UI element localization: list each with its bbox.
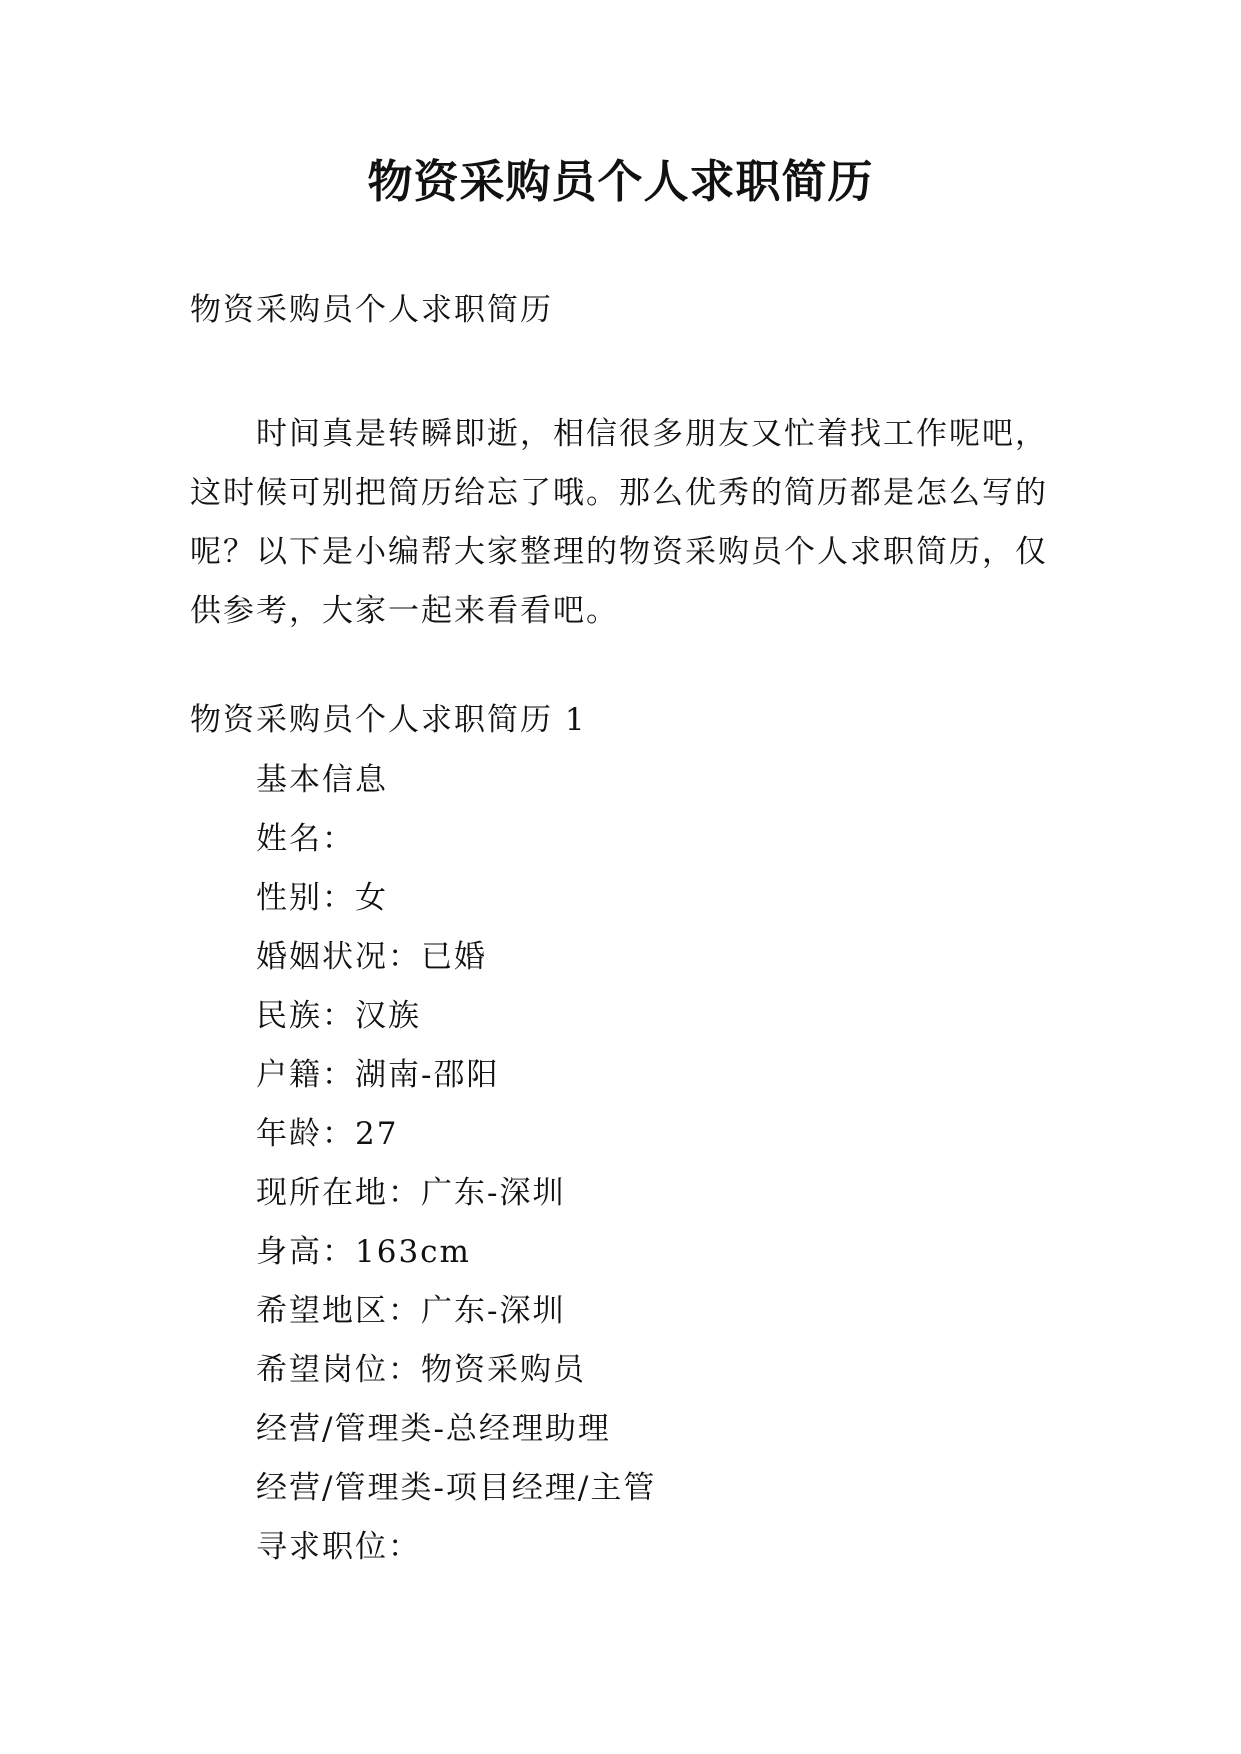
info-line-ethnicity: 民族：汉族 [256, 998, 421, 1034]
info-line-gender: 性别：女 [256, 880, 388, 916]
info-line-current-location: 现所在地：广东-深圳 [256, 1175, 566, 1211]
document-title: 物资采购员个人求职简历 [367, 155, 874, 208]
info-line-age: 年龄：27 [256, 1116, 399, 1152]
info-line-name: 姓名： [256, 821, 355, 857]
info-line-desired-region: 希望地区：广东-深圳 [256, 1293, 566, 1329]
info-line-desired-position: 希望岗位：物资采购员 [256, 1352, 586, 1388]
info-line-marital-status: 婚姻状况：已婚 [256, 939, 487, 975]
document-subtitle: 物资采购员个人求职简历 [190, 292, 553, 328]
info-line-category-manager: 经营/管理类-项目经理/主管 [256, 1470, 657, 1506]
intro-paragraph: 时间真是转瞬即逝，相信很多朋友又忙着找工作呢吧，这时候可别把简历给忘了哦。那么优秀的简历都是怎么写的呢？以下是小编帮大家整理的物资采购员个人求职简历，仅供参考，大家一起来看看吧。 [190, 416, 1048, 629]
info-line-household-registration: 户籍：湖南-邵阳 [256, 1057, 500, 1093]
section-heading: 物资采购员个人求职简历 1 [190, 702, 587, 738]
info-line-category-assistant: 经营/管理类-总经理助理 [256, 1411, 611, 1447]
info-line-height: 身高：163cm [256, 1234, 471, 1270]
info-line-basic-info: 基本信息 [256, 762, 388, 798]
basic-info-list [256, 760, 656, 1586]
info-line-seeking-position: 寻求职位： [256, 1529, 421, 1565]
